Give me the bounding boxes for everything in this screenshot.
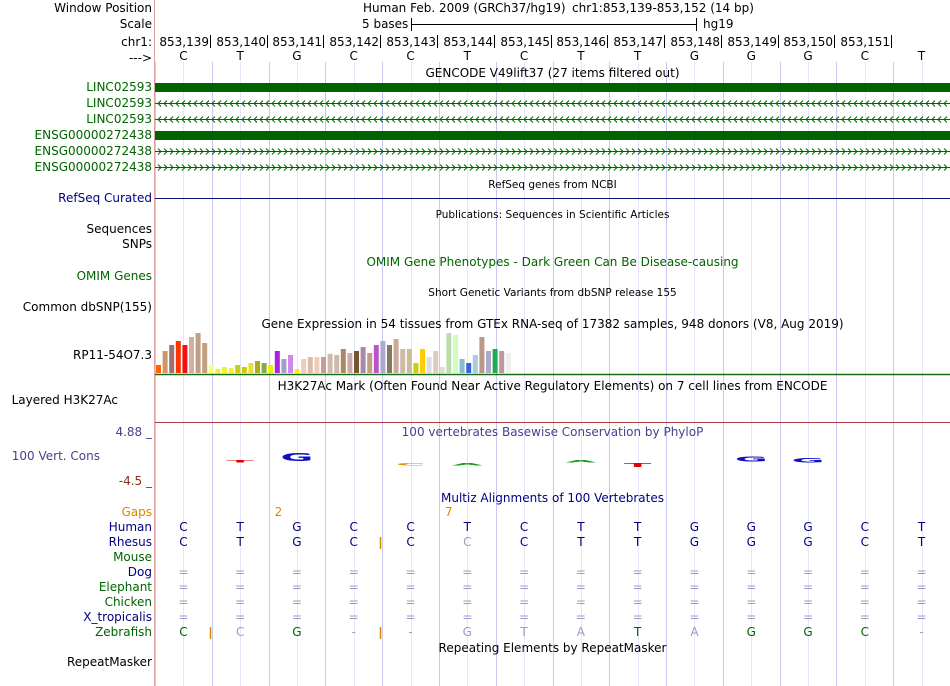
species-label[interactable]: Rhesus bbox=[108, 535, 152, 549]
gtex-tissue-bar bbox=[354, 351, 359, 373]
alignment-base: = bbox=[803, 565, 814, 579]
alignment-base: T bbox=[917, 535, 926, 549]
gtex-tissue-bar bbox=[506, 353, 511, 373]
alignment-base: = bbox=[689, 565, 700, 579]
species-label[interactable]: Chicken bbox=[104, 595, 152, 609]
gtex-tissue-bar bbox=[314, 357, 319, 373]
alignment-base: = bbox=[235, 610, 246, 624]
gtex-tissue-bar bbox=[328, 354, 333, 373]
alignment-base: = bbox=[689, 610, 700, 624]
conservation-logo-letter bbox=[389, 463, 433, 466]
alignment-base: = bbox=[746, 565, 757, 579]
alignment-base: G bbox=[292, 520, 302, 534]
gtex-tissue-bar bbox=[169, 345, 174, 373]
conservation-logo-letter bbox=[786, 457, 830, 463]
alignment-base: = bbox=[575, 580, 586, 594]
alignment-base: = bbox=[519, 595, 530, 609]
alignment-base: = bbox=[575, 610, 586, 624]
gtex-tissue-bar bbox=[420, 349, 425, 373]
species-label[interactable]: X_tropicalis bbox=[83, 610, 152, 624]
alignment-base: = bbox=[519, 565, 530, 579]
alignment-base: = bbox=[235, 580, 246, 594]
alignment-base: = bbox=[462, 565, 473, 579]
ruler-base: C bbox=[179, 49, 188, 63]
alignment-base: = bbox=[916, 595, 927, 609]
alignment-base: T bbox=[236, 520, 244, 534]
alignment-base: = bbox=[916, 610, 927, 624]
ruler-base: C bbox=[519, 49, 529, 63]
ruler-position: 853,140 bbox=[216, 35, 266, 49]
gtex-tissue-bar bbox=[361, 347, 366, 373]
alignment-base: G bbox=[803, 535, 813, 549]
ruler-position: 853,151 bbox=[840, 35, 890, 49]
gencode-exon-block bbox=[155, 83, 950, 92]
gtex-tissue-bar bbox=[407, 349, 412, 373]
ruler-base: T bbox=[236, 49, 244, 63]
window-position-label: Window Position bbox=[54, 1, 152, 15]
alignment-base: = bbox=[689, 580, 700, 594]
gtex-tissue-bar bbox=[446, 333, 451, 373]
gtex-tissue-bar bbox=[156, 365, 161, 373]
gtex-tissue-bar bbox=[380, 341, 385, 373]
ruler-base: G bbox=[746, 49, 756, 63]
alignment-base: C bbox=[179, 535, 188, 549]
alignment-base: G bbox=[689, 520, 700, 534]
refseq-title[interactable]: RefSeq genes from NCBI bbox=[488, 179, 617, 191]
alignment-base: - bbox=[919, 625, 924, 639]
alignment-base: C bbox=[860, 520, 870, 534]
alignment-base: = bbox=[405, 580, 416, 594]
gtex-tissue-bar bbox=[486, 351, 491, 373]
ruler-base: G bbox=[803, 49, 813, 63]
alignment-base: = bbox=[348, 580, 359, 594]
gtex-tissue-bar bbox=[473, 355, 478, 373]
dbsnp-label[interactable]: Common dbSNP(155) bbox=[22, 300, 152, 314]
publications-title[interactable]: Publications: Sequences in Scientific Articles bbox=[435, 209, 670, 221]
strand-label: ---> bbox=[128, 51, 152, 65]
alignment-base: = bbox=[689, 595, 700, 609]
conservation-logo-letter bbox=[729, 456, 773, 463]
alignment-base: C bbox=[519, 520, 529, 534]
ruler-position: 853,139 bbox=[159, 35, 209, 49]
gtex-tissue-bar bbox=[341, 349, 346, 373]
alignment-base: = bbox=[405, 565, 416, 579]
gtex-tissue-bar bbox=[222, 367, 227, 373]
gtex-tissue-bar bbox=[295, 369, 300, 373]
gencode-item-label[interactable]: ENSG00000272438 bbox=[34, 160, 152, 174]
alignment-base: G bbox=[746, 625, 756, 639]
conservation-logo-letter bbox=[616, 463, 660, 468]
alignment-base: = bbox=[178, 580, 189, 594]
species-label[interactable]: Elephant bbox=[98, 580, 152, 594]
gtex-tissue-bar bbox=[400, 349, 405, 373]
gtex-tissue-bar bbox=[202, 343, 207, 373]
alignment-base: = bbox=[462, 580, 473, 594]
alignment-base: = bbox=[462, 595, 473, 609]
alignment-base: = bbox=[462, 610, 473, 624]
alignment-base: - bbox=[408, 625, 413, 639]
alignment-base: G bbox=[292, 535, 302, 549]
ruler-position: 853,147 bbox=[613, 35, 663, 49]
ruler-base: T bbox=[463, 49, 471, 63]
conservation-letter-glyph: G bbox=[791, 456, 825, 463]
alignment-base: = bbox=[348, 595, 359, 609]
alignment-base: C bbox=[860, 625, 870, 639]
gap-count: 2 bbox=[274, 505, 283, 519]
gaps-label: Gaps bbox=[121, 505, 152, 519]
alignment-base: = bbox=[405, 610, 416, 624]
alignment-base: T bbox=[634, 520, 642, 534]
alignment-base: A bbox=[690, 625, 699, 639]
gtex-tissue-bar bbox=[176, 341, 181, 373]
gtex-tissue-bar bbox=[281, 359, 286, 373]
alignment-base: T bbox=[577, 520, 585, 534]
alignment-base: = bbox=[803, 580, 814, 594]
gap-count: 7 bbox=[444, 505, 453, 519]
alignment-base: = bbox=[632, 565, 643, 579]
alignment-base: G bbox=[746, 535, 756, 549]
gtex-gene-label[interactable]: RP11-54O7.3 bbox=[73, 348, 152, 362]
species-label[interactable]: Dog bbox=[127, 565, 152, 579]
gtex-tissue-bar bbox=[493, 349, 498, 373]
ruler-position: 853,141 bbox=[272, 35, 322, 49]
gtex-tissue-bar bbox=[433, 351, 438, 373]
conservation-letter-glyph: A bbox=[565, 460, 597, 463]
alignment-base: C bbox=[179, 520, 188, 534]
alignment-base: = bbox=[632, 580, 643, 594]
gtex-tissue-bar bbox=[229, 368, 234, 373]
alignment-base: C bbox=[349, 520, 358, 534]
gtex-tissue-bar bbox=[427, 357, 432, 373]
ruler-base: T bbox=[917, 49, 926, 63]
alignment-base: C bbox=[406, 520, 415, 534]
gtex-tissue-bar bbox=[453, 335, 458, 373]
ruler-base: C bbox=[349, 49, 358, 63]
gencode-title[interactable]: GENCODE V49lift37 (27 items filtered out) bbox=[425, 66, 680, 80]
species-label[interactable]: Zebrafish bbox=[95, 625, 152, 639]
ruler-position: 853,142 bbox=[329, 35, 379, 49]
alignment-base: T bbox=[634, 535, 642, 549]
gtex-tissue-bar bbox=[374, 345, 379, 373]
snps-label[interactable]: SNPs bbox=[122, 237, 152, 251]
gencode-item-label[interactable]: ENSG00000272438 bbox=[34, 128, 152, 142]
alignment-base: G bbox=[803, 520, 813, 534]
gtex-tissue-bar bbox=[255, 361, 260, 373]
position-text: chr1:853,139-853,152 (14 bp) bbox=[572, 1, 754, 15]
gtex-tissue-bar bbox=[209, 365, 214, 373]
alignment-base: = bbox=[859, 580, 870, 594]
ruler-base: T bbox=[577, 49, 585, 63]
gtex-tissue-bar bbox=[321, 357, 326, 373]
alignment-base: = bbox=[291, 580, 302, 594]
gencode-item-label[interactable]: ENSG00000272438 bbox=[34, 144, 152, 158]
cons-label[interactable]: 100 Vert. Cons bbox=[11, 449, 100, 463]
alignment-base: = bbox=[348, 565, 359, 579]
gtex-title[interactable]: Gene Expression in 54 tissues from GTEx RNA-seq of 17382 samples, 948 donors (V8, Aug 2019) bbox=[261, 317, 844, 331]
conservation-logo-letter bbox=[275, 452, 319, 463]
alignment-base: T bbox=[520, 625, 528, 639]
species-label[interactable]: Mouse bbox=[113, 550, 152, 564]
alignment-base: = bbox=[178, 595, 189, 609]
conservation-letter-glyph: C bbox=[395, 463, 426, 466]
alignment-base: G bbox=[689, 535, 700, 549]
alignment-base: G bbox=[803, 625, 813, 639]
track-label-pane bbox=[0, 0, 154, 686]
gencode-item-label[interactable]: LINC02593 bbox=[86, 80, 152, 94]
alignment-base: C bbox=[179, 625, 188, 639]
gtex-tissue-bar bbox=[367, 353, 372, 373]
repeatmasker-label[interactable]: RepeatMasker bbox=[66, 655, 152, 669]
conservation-letter-glyph: G bbox=[734, 456, 768, 463]
conservation-letter-glyph: A bbox=[451, 463, 483, 466]
ruler-base: G bbox=[689, 49, 700, 63]
conservation-letter-glyph: T bbox=[624, 463, 652, 469]
conservation-logo-letter bbox=[559, 460, 603, 463]
gtex-tissue-bar bbox=[275, 351, 280, 373]
alignment-base: T bbox=[463, 520, 471, 534]
gtex-tissue-bar bbox=[499, 351, 504, 373]
alignment-base: A bbox=[576, 625, 585, 639]
alignment-base: G bbox=[746, 520, 756, 534]
conservation-logo-letter bbox=[218, 460, 262, 463]
gtex-tissue-bar bbox=[413, 363, 418, 373]
alignment-base: G bbox=[292, 625, 302, 639]
ruler-base: G bbox=[292, 49, 302, 63]
alignment-base: = bbox=[291, 595, 302, 609]
multiz-title[interactable]: Multiz Alignments of 100 Vertebrates bbox=[440, 491, 665, 505]
gtex-tissue-bar bbox=[215, 369, 220, 373]
gtex-tissue-bar bbox=[334, 355, 339, 373]
alignment-base: = bbox=[291, 610, 302, 624]
cons-title[interactable]: 100 vertebrates Basewise Conservation by PhyloP bbox=[401, 425, 704, 439]
alignment-base: T bbox=[236, 535, 244, 549]
alignment-base: = bbox=[405, 595, 416, 609]
gtex-tissue-bar bbox=[460, 359, 465, 373]
gtex-tissue-bar bbox=[394, 339, 399, 373]
ruler-position: 853,149 bbox=[727, 35, 777, 49]
alignment-base: = bbox=[235, 595, 246, 609]
alignment-base: = bbox=[235, 565, 246, 579]
h3k27ac-title[interactable]: H3K27Ac Mark (Often Found Near Active Regulatory Elements) on 7 cell lines from ENCODE bbox=[277, 379, 828, 393]
alignment-base: C bbox=[235, 625, 245, 639]
gtex-tissue-bar bbox=[387, 345, 392, 373]
gencode-item-label[interactable]: LINC02593 bbox=[86, 96, 152, 110]
alignment-base: C bbox=[349, 535, 358, 549]
h3k27ac-label[interactable]: Layered H3K27Ac bbox=[11, 393, 118, 407]
conservation-logo-letter bbox=[445, 463, 489, 466]
alignment-base: = bbox=[859, 610, 870, 624]
alignment-base: = bbox=[803, 595, 814, 609]
alignment-base: C bbox=[860, 535, 870, 549]
conservation-letter-glyph: T bbox=[226, 460, 254, 463]
alignment-base: T bbox=[577, 535, 585, 549]
alignment-base: = bbox=[519, 610, 530, 624]
alignment-base: = bbox=[803, 610, 814, 624]
alignment-base: = bbox=[859, 565, 870, 579]
alignment-base: = bbox=[575, 565, 586, 579]
ruler-position: 853,150 bbox=[783, 35, 833, 49]
gtex-tissue-bar bbox=[466, 363, 471, 373]
ruler-base: T bbox=[634, 49, 642, 63]
alignment-base: = bbox=[916, 565, 927, 579]
ruler-base: C bbox=[860, 49, 870, 63]
alignment-base: = bbox=[746, 610, 757, 624]
alignment-base: = bbox=[746, 580, 757, 594]
gtex-tissue-bar bbox=[301, 359, 306, 373]
alignment-base: = bbox=[632, 610, 643, 624]
refseq-label[interactable]: RefSeq Curated bbox=[58, 191, 152, 205]
gtex-tissue-bar bbox=[248, 363, 253, 373]
alignment-base: C bbox=[406, 535, 415, 549]
alignment-base: - bbox=[351, 625, 356, 639]
alignment-base: = bbox=[348, 610, 359, 624]
alignment-base: = bbox=[178, 565, 189, 579]
assembly-text: Human Feb. 2009 (GRCh37/hg19) bbox=[363, 1, 566, 15]
ruler-base: C bbox=[406, 49, 415, 63]
ruler-position: 853,148 bbox=[670, 35, 720, 49]
ruler-position: 853,144 bbox=[443, 35, 493, 49]
ruler-position: 853,143 bbox=[386, 35, 436, 49]
gtex-tissue-bar bbox=[189, 337, 194, 373]
dbsnp-title[interactable]: Short Genetic Variants from dbSNP release 155 bbox=[428, 287, 677, 299]
gtex-tissue-bar bbox=[163, 351, 168, 373]
scale-label: Scale bbox=[119, 17, 152, 31]
gtex-tissue-bar bbox=[262, 363, 267, 373]
alignment-base: = bbox=[519, 580, 530, 594]
repeatmasker-title[interactable]: Repeating Elements by RepeatMasker bbox=[438, 641, 667, 655]
species-label[interactable]: Human bbox=[108, 520, 152, 534]
gencode-item-label[interactable]: LINC02593 bbox=[86, 112, 152, 126]
alignment-base: = bbox=[746, 595, 757, 609]
gtex-tissue-bar bbox=[242, 367, 247, 373]
omim-title[interactable]: OMIM Gene Phenotypes - Dark Green Can Be Disease-causing bbox=[366, 255, 739, 269]
gtex-tissue-bar bbox=[479, 337, 484, 373]
omim-label[interactable]: OMIM Genes bbox=[76, 269, 152, 283]
alignment-base: T bbox=[634, 625, 642, 639]
chrom-label: chr1: bbox=[121, 35, 152, 49]
cons-ymin-label: -4.5 _ bbox=[118, 474, 152, 488]
gtex-tissue-bar bbox=[235, 365, 240, 373]
alignment-base: = bbox=[178, 610, 189, 624]
alignment-base: T bbox=[917, 520, 926, 534]
label-pane-divider bbox=[154, 0, 155, 686]
cons-ymax-label: 4.88 _ bbox=[115, 425, 152, 439]
gtex-tissue-bar bbox=[288, 355, 293, 373]
gtex-tissue-bar bbox=[347, 353, 352, 373]
gencode-exon-block bbox=[155, 131, 950, 140]
gtex-tissue-bar bbox=[440, 367, 445, 373]
alignment-base: G bbox=[462, 625, 472, 639]
scale-text: 5 bases bbox=[362, 17, 409, 31]
sequences-label[interactable]: Sequences bbox=[86, 222, 152, 236]
alignment-base: C bbox=[519, 535, 529, 549]
alignment-base: = bbox=[916, 580, 927, 594]
alignment-base: = bbox=[291, 565, 302, 579]
conservation-letter-glyph: G bbox=[280, 452, 314, 463]
alignment-base: = bbox=[859, 595, 870, 609]
alignment-base: C bbox=[463, 535, 472, 549]
ruler-position: 853,146 bbox=[556, 35, 606, 49]
gtex-tissue-bar bbox=[308, 357, 313, 373]
ruler-position: 853,145 bbox=[500, 35, 550, 49]
alignment-base: = bbox=[575, 595, 586, 609]
gtex-tissue-bar bbox=[182, 345, 187, 373]
gtex-tissue-bar bbox=[268, 365, 273, 373]
gtex-tissue-bar bbox=[196, 333, 201, 373]
alignment-base: = bbox=[632, 595, 643, 609]
scale-db: hg19 bbox=[703, 17, 734, 31]
